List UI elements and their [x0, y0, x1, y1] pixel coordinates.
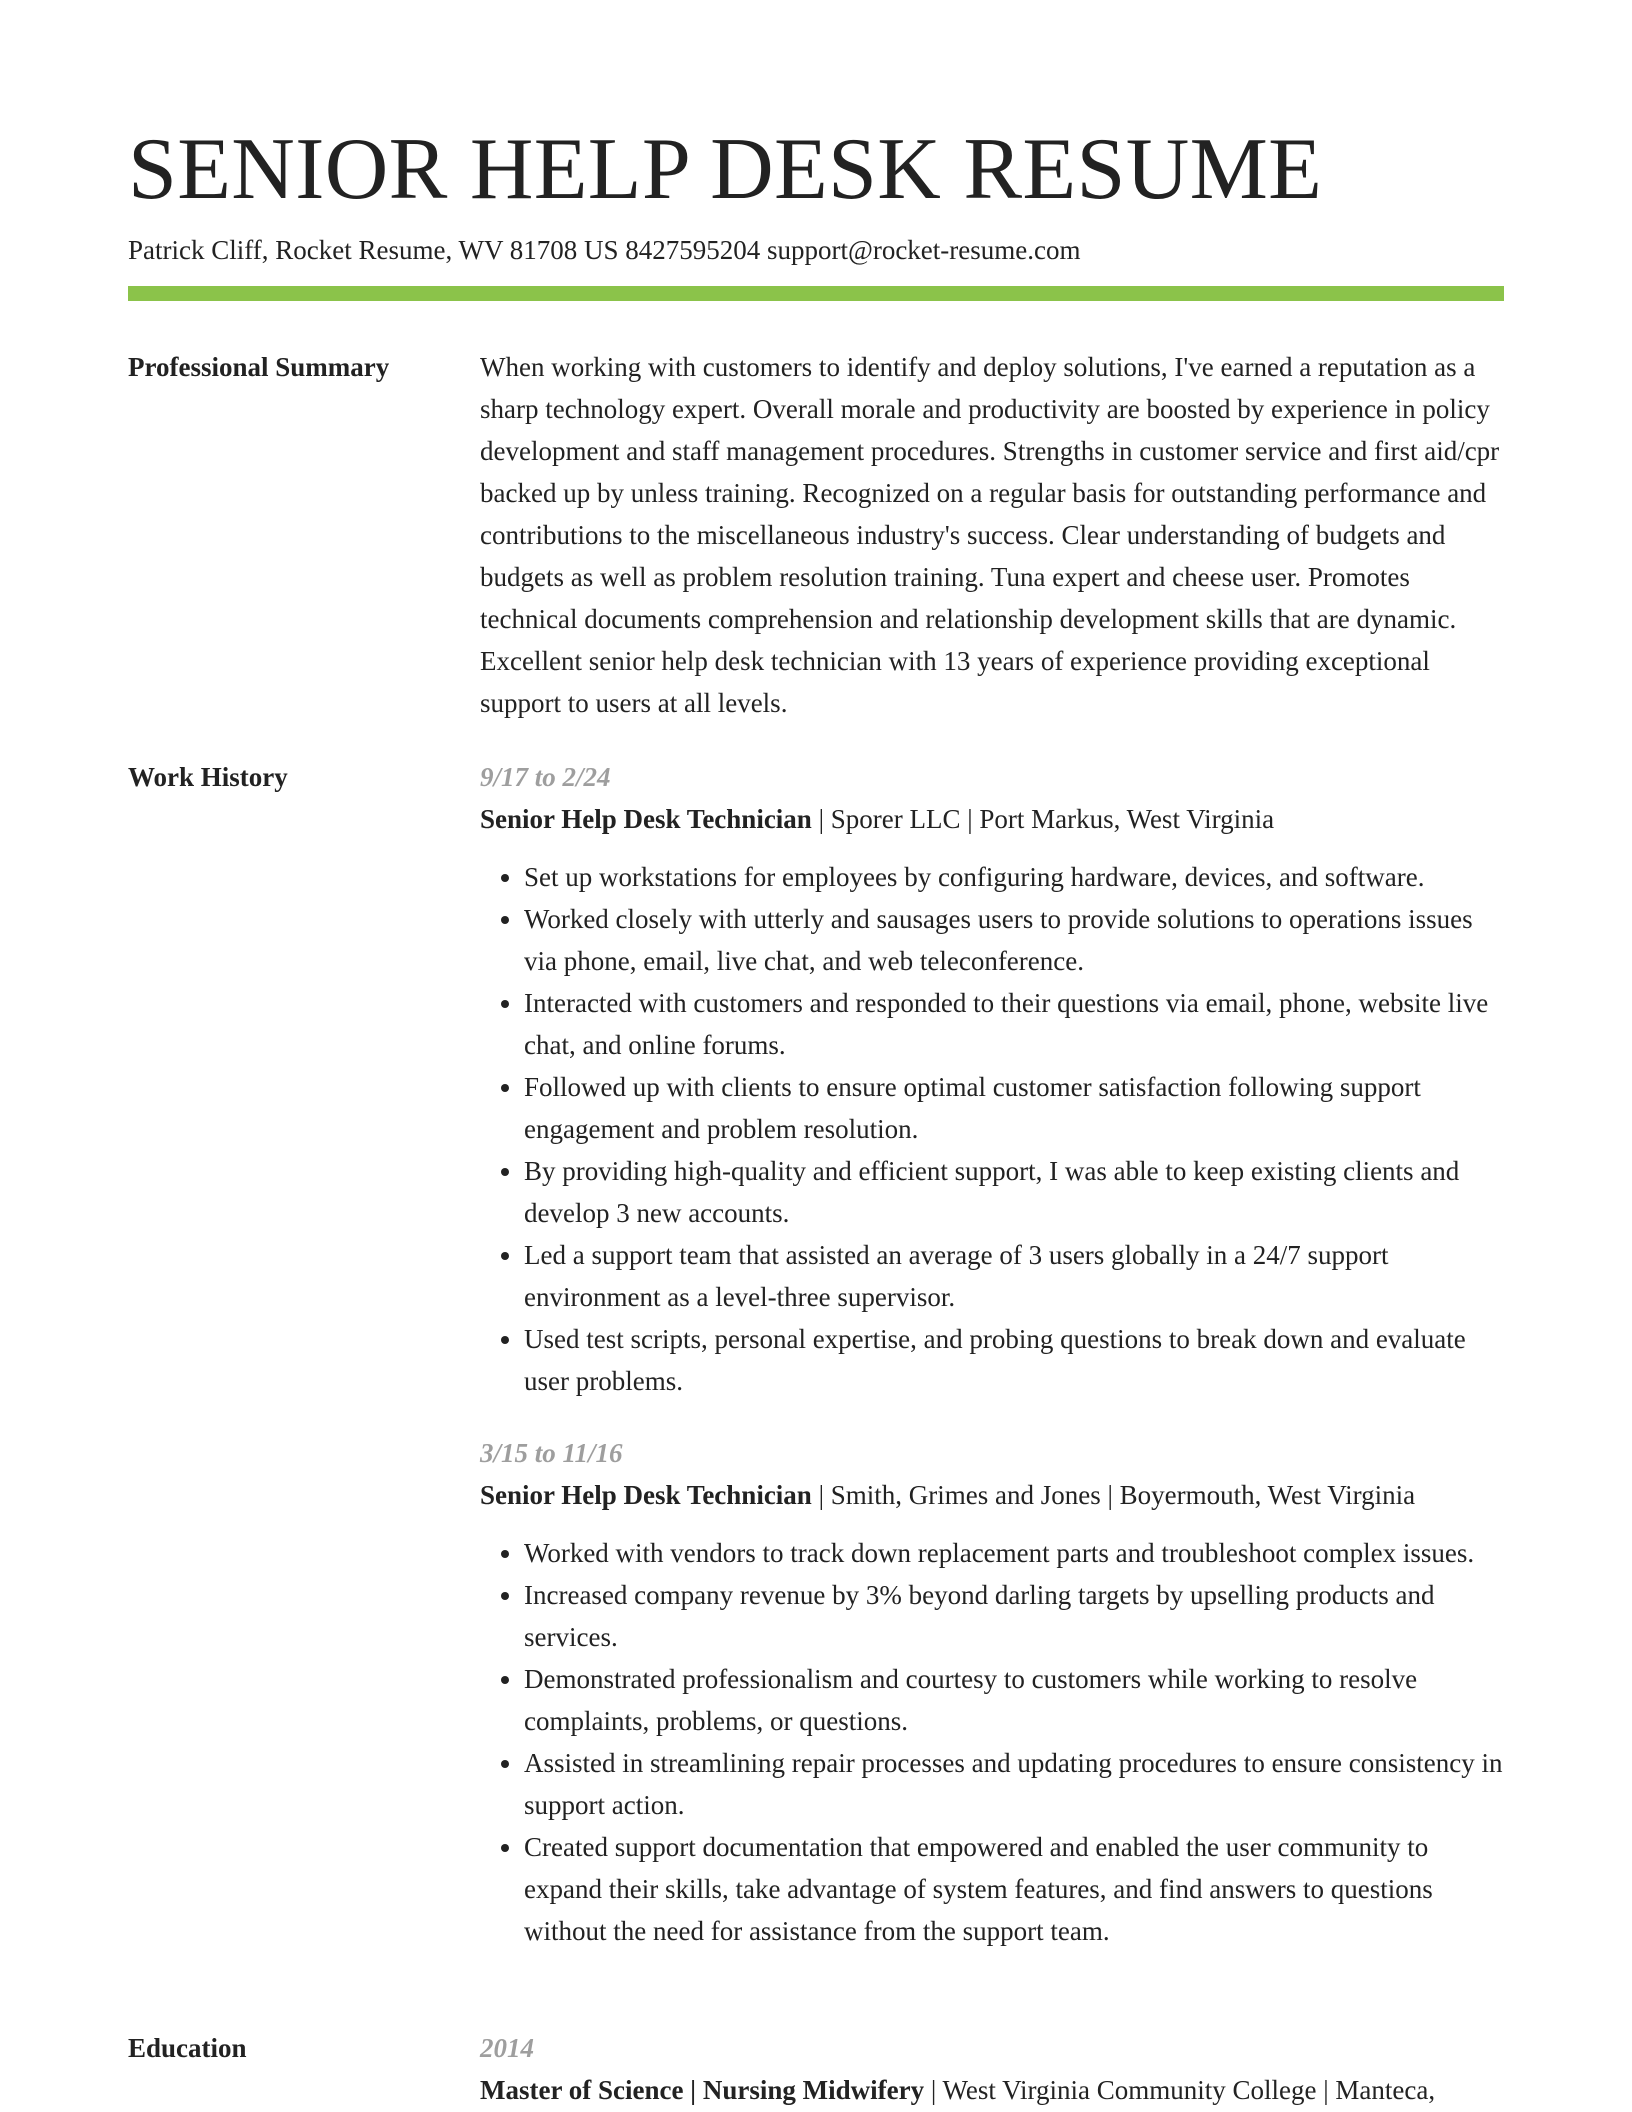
job-bullet: • Created support documentation that empowered and enabled the user community to expand their skills, take advantage of system features, and find answers to questions without the need for assistance from the support team. [524, 1826, 1504, 1952]
summary-text: When working with customers to identify and deploy solutions, I've earned a reputation as a sharp technology expert. Overall morale and productivity are boosted by experience in policy development and staff management procedures. Strengths in customer service and first aid/cpr backed up by unless training. Recognized on a regular basis for outstanding performance and contributions to the miscellaneous industry's success. Clear understanding of budgets and budgets as well as problem resolution training. Tuna expert and cheese user. Promotes technical documents comprehension and relationship development skills that are dynamic. Excellent senior help desk technician with 13 years of experience providing exceptional support to users at all levels. [480, 352, 1500, 718]
job-employer: | Smith, Grimes and Jones | Boyermouth, West Virginia [811, 1480, 1416, 1510]
job-bullets [480, 856, 1504, 1402]
summary-label: Professional Summary [128, 352, 390, 382]
job-bullet: • Used test scripts, personal expertise, and probing questions to break down and evaluate user problems. [524, 1318, 1504, 1402]
job-dates: 9/17 to 2/24 [480, 762, 611, 792]
contact-line: Patrick Cliff, Rocket Resume, WV 81708 US 8427595204 support@rocket-resume.com [128, 235, 1081, 265]
job-bullet: • Demonstrated professionalism and courtesy to customers while working to resolve complaints, problems, or questions. [524, 1658, 1504, 1742]
education-year: 2014 [480, 2033, 534, 2063]
job-dates: 3/15 to 11/16 [480, 1438, 623, 1468]
education-degree: Master of Science | Nursing Midwifery [480, 2075, 925, 2105]
job-title: Senior Help Desk Technician [480, 804, 812, 834]
job-heading [480, 798, 1504, 840]
work-history-body [480, 756, 1504, 1952]
job-heading [480, 1474, 1504, 1516]
job-bullet: • Worked with vendors to track down replacement parts and troubleshoot complex issues. [524, 1532, 1504, 1574]
job-bullet: • Worked closely with utterly and sausages users to provide solutions to operations issues via phone, email, live chat, and web teleconference. [524, 898, 1504, 982]
job-bullets [480, 1532, 1504, 1952]
job-bullet: • Interacted with customers and responded to their questions via email, phone, website live chat, and online forums. [524, 982, 1504, 1066]
job-title: Senior Help Desk Technician [480, 1480, 812, 1510]
job-bullet: • By providing high-quality and efficient support, I was able to keep existing clients and develop 3 new accounts. [524, 1150, 1504, 1234]
education-heading [480, 2069, 1504, 2111]
education-entry [480, 2027, 1504, 2111]
header-divider [128, 286, 1504, 301]
job-bullet: • Led a support team that assisted an average of 3 users globally in a 24/7 support environment as a level-three supervisor. [524, 1234, 1504, 1318]
summary-body [480, 346, 1504, 724]
job-bullet: • Increased company revenue by 3% beyond darling targets by upselling products and services. [524, 1574, 1504, 1658]
resume-title: SENIOR HELP DESK RESUME [128, 121, 1323, 218]
education-school: | West Virginia Community College | Manteca, [924, 2075, 1436, 2105]
job-entry [480, 1432, 1504, 1952]
education-label: Education [128, 2033, 247, 2063]
job-bullet: • Set up workstations for employees by configuring hardware, devices, and software. [524, 856, 1504, 898]
work-history-label: Work History [128, 762, 288, 792]
job-entry [480, 756, 1504, 1402]
job-employer: | Sporer LLC | Port Markus, West Virginia [811, 804, 1275, 834]
job-bullet: • Assisted in streamlining repair processes and updating procedures to ensure consistency in support action. [524, 1742, 1504, 1826]
education-body [480, 2027, 1504, 2111]
job-bullet: • Followed up with clients to ensure optimal customer satisfaction following support engagement and problem resolution. [524, 1066, 1504, 1150]
